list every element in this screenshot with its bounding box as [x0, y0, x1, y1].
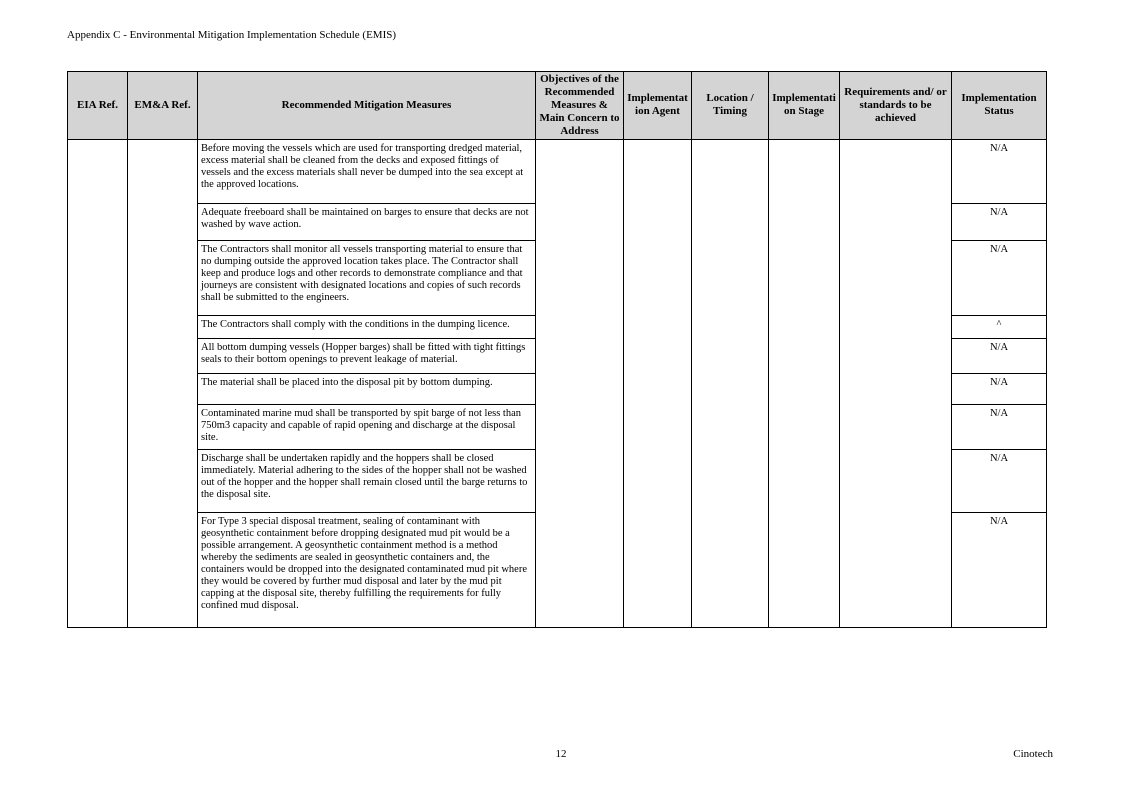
- header-cell-location-timing: Location / Timing: [692, 72, 769, 140]
- emis-table: [67, 71, 1047, 628]
- status-cell: N/A: [952, 404, 1047, 449]
- status-cell: N/A: [952, 449, 1047, 512]
- objectives-cell: [536, 139, 624, 627]
- ema-ref-cell: [128, 139, 198, 627]
- measure-cell: All bottom dumping vessels (Hopper barges) shall be fitted with tight fittings seals to their bottom openings to prevent leakage of material.: [198, 338, 536, 373]
- measure-cell: Discharge shall be undertaken rapidly and the hoppers shall be closed immediately. Material adhering to the sides of the hopper shall not be washed out of the hopper and the hopper shall remain closed until the barge returns to the disposal site.: [198, 449, 536, 512]
- header-cell-implementation-status: Implementation Status: [952, 72, 1047, 140]
- status-cell: N/A: [952, 240, 1047, 315]
- measure-cell: The Contractors shall comply with the conditions in the dumping licence.: [198, 315, 536, 338]
- page-number: 12: [555, 748, 567, 760]
- header-cell-requirements: Requirements and/ or standards to be achieved: [840, 72, 952, 140]
- status-cell: N/A: [952, 203, 1047, 240]
- measure-cell: For Type 3 special disposal treatment, sealing of contaminant with geosynthetic containment before dropping designated mud pit would be a possible arrangement. A geosynthetic containment method is a method whereby the sediments are sealed in geosynthetic containers and, the containers would be dropped into the designated contaminated mud pit where they would be covered by further mud disposal and later by the mud pit capping at the disposal site, thereby fulfilling the requirements for fully confined mud disposal.: [198, 512, 536, 627]
- measure-cell: Adequate freeboard shall be maintained on barges to ensure that decks are not washed by wave action.: [198, 203, 536, 240]
- measure-cell: Before moving the vessels which are used for transporting dredged material, excess material shall be cleaned from the decks and exposed fittings of vessels and the excess materials shall never be dumped into the sea except at the approved locations.: [198, 139, 536, 203]
- measure-cell: The material shall be placed into the disposal pit by bottom dumping.: [198, 373, 536, 404]
- header-cell-recommended-measures: Recommended Mitigation Measures: [198, 72, 536, 140]
- requirements-cell: [840, 139, 952, 627]
- implementation-agent-cell: [624, 139, 692, 627]
- header-cell-eia-ref: EIA Ref.: [68, 72, 128, 140]
- header-cell-ema-ref: EM&A Ref.: [128, 72, 198, 140]
- implementation-stage-cell: [769, 139, 840, 627]
- location-timing-cell: [692, 139, 769, 627]
- header-cell-implementation-stage: Implementation Stage: [769, 72, 840, 140]
- table-row: [68, 139, 1047, 203]
- status-cell: N/A: [952, 512, 1047, 627]
- eia-ref-cell: [68, 139, 128, 627]
- status-cell: N/A: [952, 338, 1047, 373]
- status-cell: N/A: [952, 139, 1047, 203]
- status-cell: ^: [952, 315, 1047, 338]
- footer-company-name: Cinotech: [1013, 748, 1053, 760]
- measure-cell: The Contractors shall monitor all vessels transporting material to ensure that no dumping outside the approved location takes place. The Contractor shall keep and produce logs and other records to demonstrate compliance and that journeys are consistent with designated locations and copies of such records shall be submitted to the engineers.: [198, 240, 536, 315]
- header-cell-implementation-agent: Implementation Agent: [624, 72, 692, 140]
- header-cell-objectives: Objectives of the Recommended Measures & Main Concern to Address: [536, 72, 624, 140]
- measure-cell: Contaminated marine mud shall be transported by spit barge of not less than 750m3 capacity and capable of rapid opening and discharge at the disposal site.: [198, 404, 536, 449]
- document-heading: Appendix C - Environmental Mitigation Implementation Schedule (EMIS): [67, 29, 397, 41]
- status-cell: N/A: [952, 373, 1047, 404]
- table-header-row: [68, 72, 1047, 140]
